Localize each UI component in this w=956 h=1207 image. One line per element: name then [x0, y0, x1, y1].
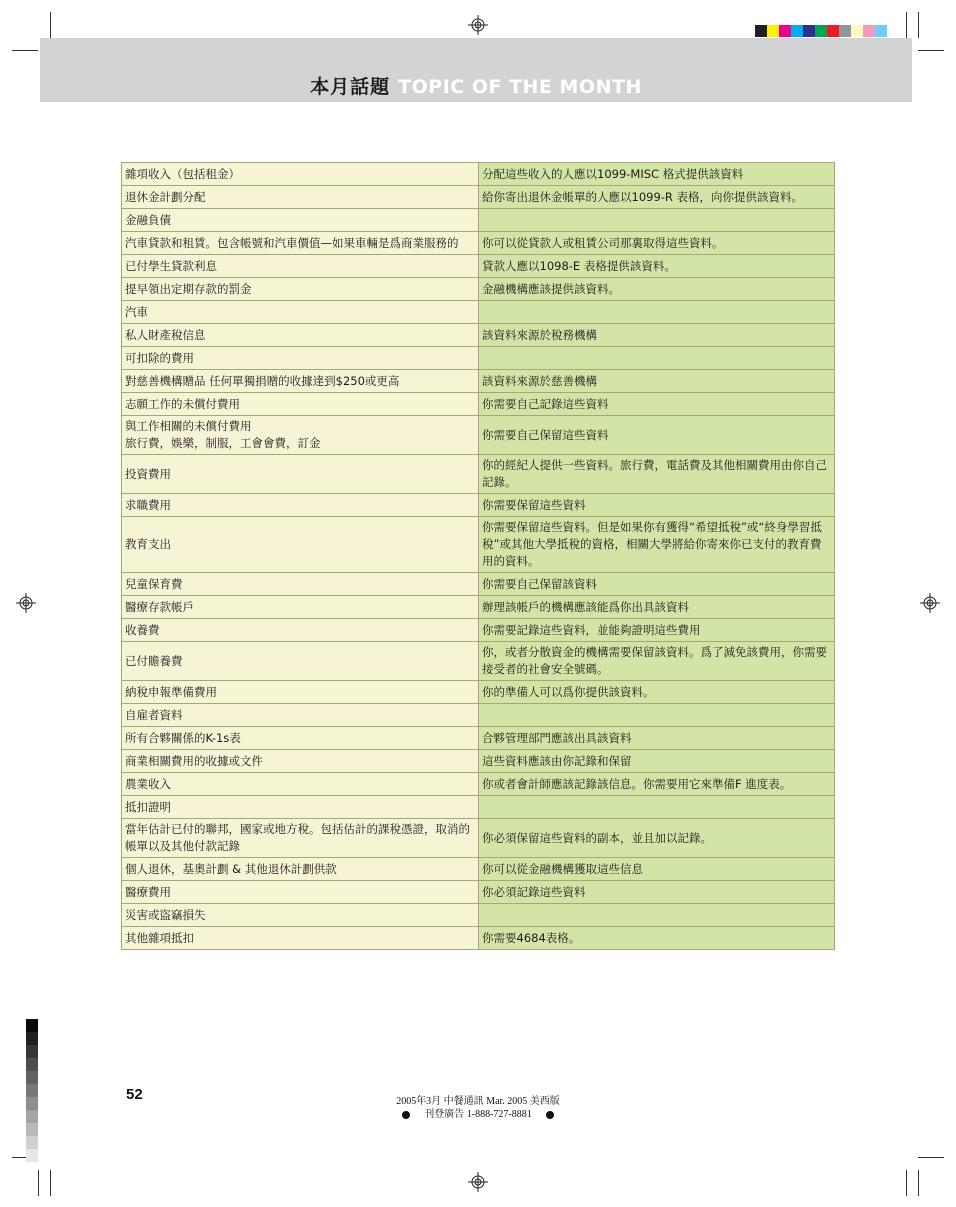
- color-swatch: [767, 25, 779, 37]
- source-cell: 這些資料應該由你記錄和保留: [479, 750, 835, 773]
- color-swatch: [875, 25, 887, 37]
- grayscale-registration-bar: [26, 1019, 38, 1162]
- color-swatch: [779, 25, 791, 37]
- section-title-zh: 本月話題: [310, 76, 391, 98]
- item-cell: 個人退休，基奧計劃 & 其他退休計劃供款: [122, 858, 479, 881]
- crop-mark: [12, 50, 38, 51]
- page-footer: [0, 1095, 956, 1121]
- item-cell: 與工作相關的未償付費用 旅行費，娛樂，制服，工會會費，訂金: [122, 416, 479, 455]
- crop-mark: [918, 50, 944, 51]
- item-cell: 金融負債: [122, 209, 479, 232]
- source-cell: [479, 904, 835, 927]
- table-row: [122, 773, 835, 796]
- table-row: [122, 370, 835, 393]
- item-cell: 其他雜項抵扣: [122, 927, 479, 950]
- color-swatch: [863, 25, 875, 37]
- source-cell: 該資料來源於慈善機構: [479, 370, 835, 393]
- source-cell: 你可以從貸款人或租賃公司那裏取得這些資料。: [479, 232, 835, 255]
- crop-mark: [918, 12, 919, 38]
- table-row: [122, 186, 835, 209]
- source-cell: [479, 347, 835, 370]
- source-cell: 給你寄出退休金帳單的人應以1099-R 表格，向你提供該資料。: [479, 186, 835, 209]
- table-row: [122, 324, 835, 347]
- item-cell: 志願工作的未償付費用: [122, 393, 479, 416]
- item-cell: 雜項收入（包括租金）: [122, 163, 479, 186]
- source-cell: 你需要自己記錄這些資料: [479, 393, 835, 416]
- table-row: [122, 619, 835, 642]
- table-row: [122, 881, 835, 904]
- table-row: [122, 796, 835, 819]
- source-cell: 貸款人應以1098-E 表格提供該資料。: [479, 255, 835, 278]
- item-cell: 提早領出定期存款的罰金: [122, 278, 479, 301]
- table-row: [122, 904, 835, 927]
- table-row: [122, 517, 835, 573]
- bullet-icon: [546, 1111, 554, 1119]
- crop-mark: [38, 1170, 39, 1196]
- gray-swatch: [26, 1058, 38, 1071]
- source-cell: 合夥管理部門應該出具該資料: [479, 727, 835, 750]
- section-header: [40, 38, 912, 102]
- source-cell: 你需要自己保留這些資料: [479, 416, 835, 455]
- source-cell: [479, 209, 835, 232]
- color-swatch: [755, 25, 767, 37]
- crop-mark: [906, 1170, 907, 1196]
- crop-mark: [918, 1170, 919, 1196]
- item-cell: 私人財產稅信息: [122, 324, 479, 347]
- item-cell: 對慈善機構贈品 任何單獨捐贈的收據達到$250或更高: [122, 370, 479, 393]
- footer-publication: 2005年3月 中餐通訊 Mar. 2005 美西版: [396, 1096, 560, 1107]
- source-cell: 你必須記錄這些資料: [479, 881, 835, 904]
- table-row: [122, 278, 835, 301]
- source-cell: 你需要自己保留該資料: [479, 573, 835, 596]
- registration-target-icon: [468, 1172, 488, 1192]
- table-row: [122, 494, 835, 517]
- table-row: [122, 209, 835, 232]
- color-swatch: [839, 25, 851, 37]
- crop-mark: [918, 1157, 944, 1158]
- gray-swatch: [26, 1019, 38, 1032]
- gray-swatch: [26, 1032, 38, 1045]
- item-cell: 醫療存款帳戶: [122, 596, 479, 619]
- color-swatch: [851, 25, 863, 37]
- item-cell: 汽車: [122, 301, 479, 324]
- gray-swatch: [26, 1149, 38, 1162]
- table-row: [122, 927, 835, 950]
- source-cell: 你需要保留這些資料: [479, 494, 835, 517]
- gray-swatch: [26, 1045, 38, 1058]
- source-cell: [479, 704, 835, 727]
- item-cell: 納稅申報準備費用: [122, 681, 479, 704]
- source-cell: 你，或者分散資金的機構需要保留該資料。爲了減免該費用，你需要接受者的社會安全號碼。: [479, 642, 835, 681]
- item-cell: 求職費用: [122, 494, 479, 517]
- item-cell: 自雇者資料: [122, 704, 479, 727]
- gray-swatch: [26, 1071, 38, 1084]
- source-cell: 分配這些收入的人應以1099-MISC 格式提供該資料: [479, 163, 835, 186]
- source-cell: 該資料來源於稅務機構: [479, 324, 835, 347]
- bullet-icon: [402, 1111, 410, 1119]
- item-cell: 汽車貸款和租賃。包含帳號和汽車價值—如果車輛是爲商業服務的: [122, 232, 479, 255]
- registration-target-icon: [16, 593, 36, 613]
- source-cell: 你或者會計師應該記錄該信息。你需要用它來準備F 進度表。: [479, 773, 835, 796]
- item-cell: 商業相關費用的收據或文件: [122, 750, 479, 773]
- table-row: [122, 232, 835, 255]
- table-row: [122, 455, 835, 494]
- source-cell: 你的經紀人提供一些資料。旅行費，電話費及其他相關費用由你自己記錄。: [479, 455, 835, 494]
- item-cell: 已付贍養費: [122, 642, 479, 681]
- gray-swatch: [26, 1136, 38, 1149]
- table-row: [122, 858, 835, 881]
- color-registration-bar: [755, 25, 887, 37]
- source-cell: [479, 796, 835, 819]
- table-row: [122, 819, 835, 858]
- source-cell: [479, 301, 835, 324]
- table-row: [122, 416, 835, 455]
- source-cell: 你可以從金融機構獲取這些信息: [479, 858, 835, 881]
- item-cell: 所有合夥關係的K-1s表: [122, 727, 479, 750]
- table-row: [122, 255, 835, 278]
- crop-mark: [50, 1170, 51, 1196]
- item-cell: 可扣除的費用: [122, 347, 479, 370]
- color-swatch: [803, 25, 815, 37]
- table-row: [122, 750, 835, 773]
- item-cell: 抵扣證明: [122, 796, 479, 819]
- table-row: [122, 573, 835, 596]
- source-cell: 你必須保留這些資料的副本，並且加以記錄。: [479, 819, 835, 858]
- registration-target-icon: [468, 15, 488, 35]
- item-cell: 投資費用: [122, 455, 479, 494]
- table-row: [122, 163, 835, 186]
- source-cell: 金融機構應該提供該資料。: [479, 278, 835, 301]
- color-swatch: [827, 25, 839, 37]
- item-cell: 教育支出: [122, 517, 479, 573]
- item-cell: 當年估計已付的聯邦，國家或地方稅。包括估計的課稅憑證，取消的帳單以及其他付款記錄: [122, 819, 479, 858]
- footer-ad-line: [0, 1108, 956, 1121]
- color-swatch: [815, 25, 827, 37]
- item-cell: 兒童保育費: [122, 573, 479, 596]
- item-cell: 已付學生貸款利息: [122, 255, 479, 278]
- section-title: [40, 72, 912, 99]
- table-row: [122, 642, 835, 681]
- section-title-en: TOPIC OF THE MONTH: [398, 76, 642, 98]
- color-swatch: [791, 25, 803, 37]
- item-cell: 退休金計劃分配: [122, 186, 479, 209]
- item-cell: 收養費: [122, 619, 479, 642]
- source-cell: 你需要4684表格。: [479, 927, 835, 950]
- tax-records-table: [121, 162, 835, 950]
- registration-target-icon: [920, 593, 940, 613]
- source-cell: 辦理該帳戶的機構應該能爲你出具該資料: [479, 596, 835, 619]
- table-row: [122, 727, 835, 750]
- item-cell: 農業收入: [122, 773, 479, 796]
- page-number: 52: [126, 1086, 143, 1103]
- table-row: [122, 681, 835, 704]
- source-cell: 你需要保留這些資料。但是如果你有獲得“希望抵稅”或“終身學習抵稅”或其他大學抵稅的資格，相關大學將給你寄來你已支付的教育費用的資料。: [479, 517, 835, 573]
- gray-swatch: [26, 1123, 38, 1136]
- footer-ad-text: 刊登廣告 1-888-727-8881: [424, 1109, 532, 1120]
- source-cell: 你需要記錄這些資料，並能夠證明這些費用: [479, 619, 835, 642]
- source-cell: 你的準備人可以爲你提供該資料。: [479, 681, 835, 704]
- table-row: [122, 301, 835, 324]
- table-row: [122, 596, 835, 619]
- table-row: [122, 393, 835, 416]
- item-cell: 醫療費用: [122, 881, 479, 904]
- item-cell: 災害或盜竊損失: [122, 904, 479, 927]
- table-row: [122, 347, 835, 370]
- table-row: [122, 704, 835, 727]
